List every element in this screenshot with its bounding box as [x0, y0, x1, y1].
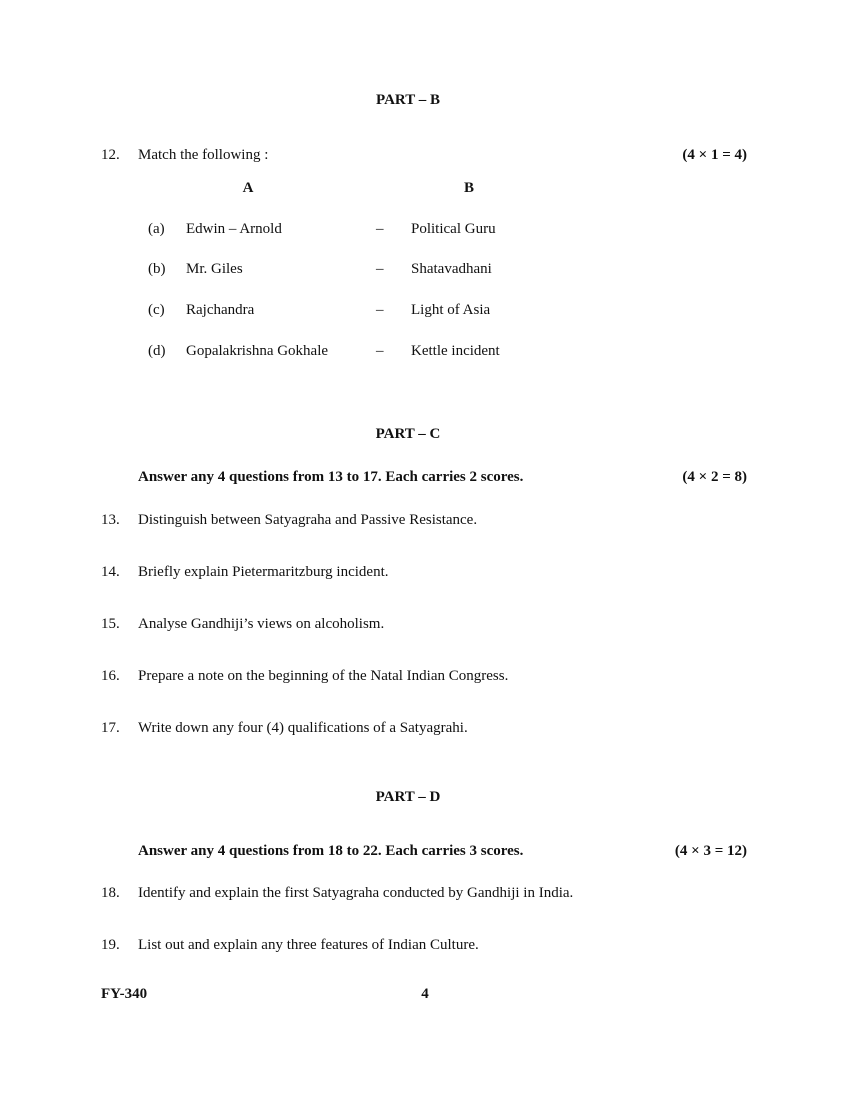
- match-row-label: (a): [148, 221, 165, 237]
- question-text: Analyse Gandhiji’s views on alcoholism.: [138, 616, 385, 632]
- part-d-instruction: Answer any 4 questions from 18 to 22. Each carries 3 scores.: [138, 843, 524, 859]
- match-row-column-a: Rajchandra: [186, 302, 255, 318]
- part-c-marks: (4 × 2 = 8): [682, 469, 747, 485]
- footer-code: FY-340: [101, 986, 148, 1002]
- question-number: 15.: [101, 616, 120, 632]
- match-row-column-b: Light of Asia: [411, 302, 491, 318]
- match-row-column-b: Shatavadhani: [411, 261, 492, 277]
- question-text: Distinguish between Satyagraha and Passive Resistance.: [138, 512, 478, 528]
- match-row-column-a: Gopalakrishna Gokhale: [186, 343, 329, 359]
- question-number: 19.: [101, 937, 120, 953]
- match-row-column-b: Kettle incident: [411, 343, 500, 359]
- question-text: Identify and explain the first Satyagraha conducted by Gandhiji in India.: [138, 885, 574, 901]
- match-row-dash: –: [376, 343, 384, 359]
- part-d-heading: PART – D: [375, 789, 441, 805]
- question-text: Prepare a note on the beginning of the Natal Indian Congress.: [138, 668, 509, 684]
- question-text: List out and explain any three features of Indian Culture.: [138, 937, 479, 953]
- match-row-column-b: Political Guru: [411, 221, 496, 237]
- match-row-label: (d): [148, 343, 166, 359]
- column-a-header: A: [242, 180, 254, 196]
- part-b-heading: PART – B: [376, 92, 440, 108]
- page-number: 4: [421, 986, 429, 1002]
- match-row-label: (c): [148, 302, 165, 318]
- question-number: 13.: [101, 512, 120, 528]
- question-text: Briefly explain Pietermaritzburg incident.: [138, 564, 389, 580]
- question-marks: (4 × 1 = 4): [682, 147, 747, 163]
- column-b-header: B: [463, 180, 475, 196]
- part-c-instruction: Answer any 4 questions from 13 to 17. Each carries 2 scores.: [138, 469, 524, 485]
- question-number: 18.: [101, 885, 120, 901]
- question-number: 12.: [101, 147, 120, 163]
- match-row-column-a: Edwin – Arnold: [186, 221, 282, 237]
- question-number: 16.: [101, 668, 120, 684]
- match-row-column-a: Mr. Giles: [186, 261, 243, 277]
- question-number: 14.: [101, 564, 120, 580]
- question-number: 17.: [101, 720, 120, 736]
- question-text: Write down any four (4) qualifications of a Satyagrahi.: [138, 720, 468, 736]
- question-text: Match the following :: [138, 147, 269, 163]
- match-row-label: (b): [148, 261, 166, 277]
- part-c-heading: PART – C: [375, 426, 441, 442]
- match-row-dash: –: [376, 261, 384, 277]
- match-row-dash: –: [376, 302, 384, 318]
- match-row-dash: –: [376, 221, 384, 237]
- part-d-marks: (4 × 3 = 12): [674, 843, 747, 859]
